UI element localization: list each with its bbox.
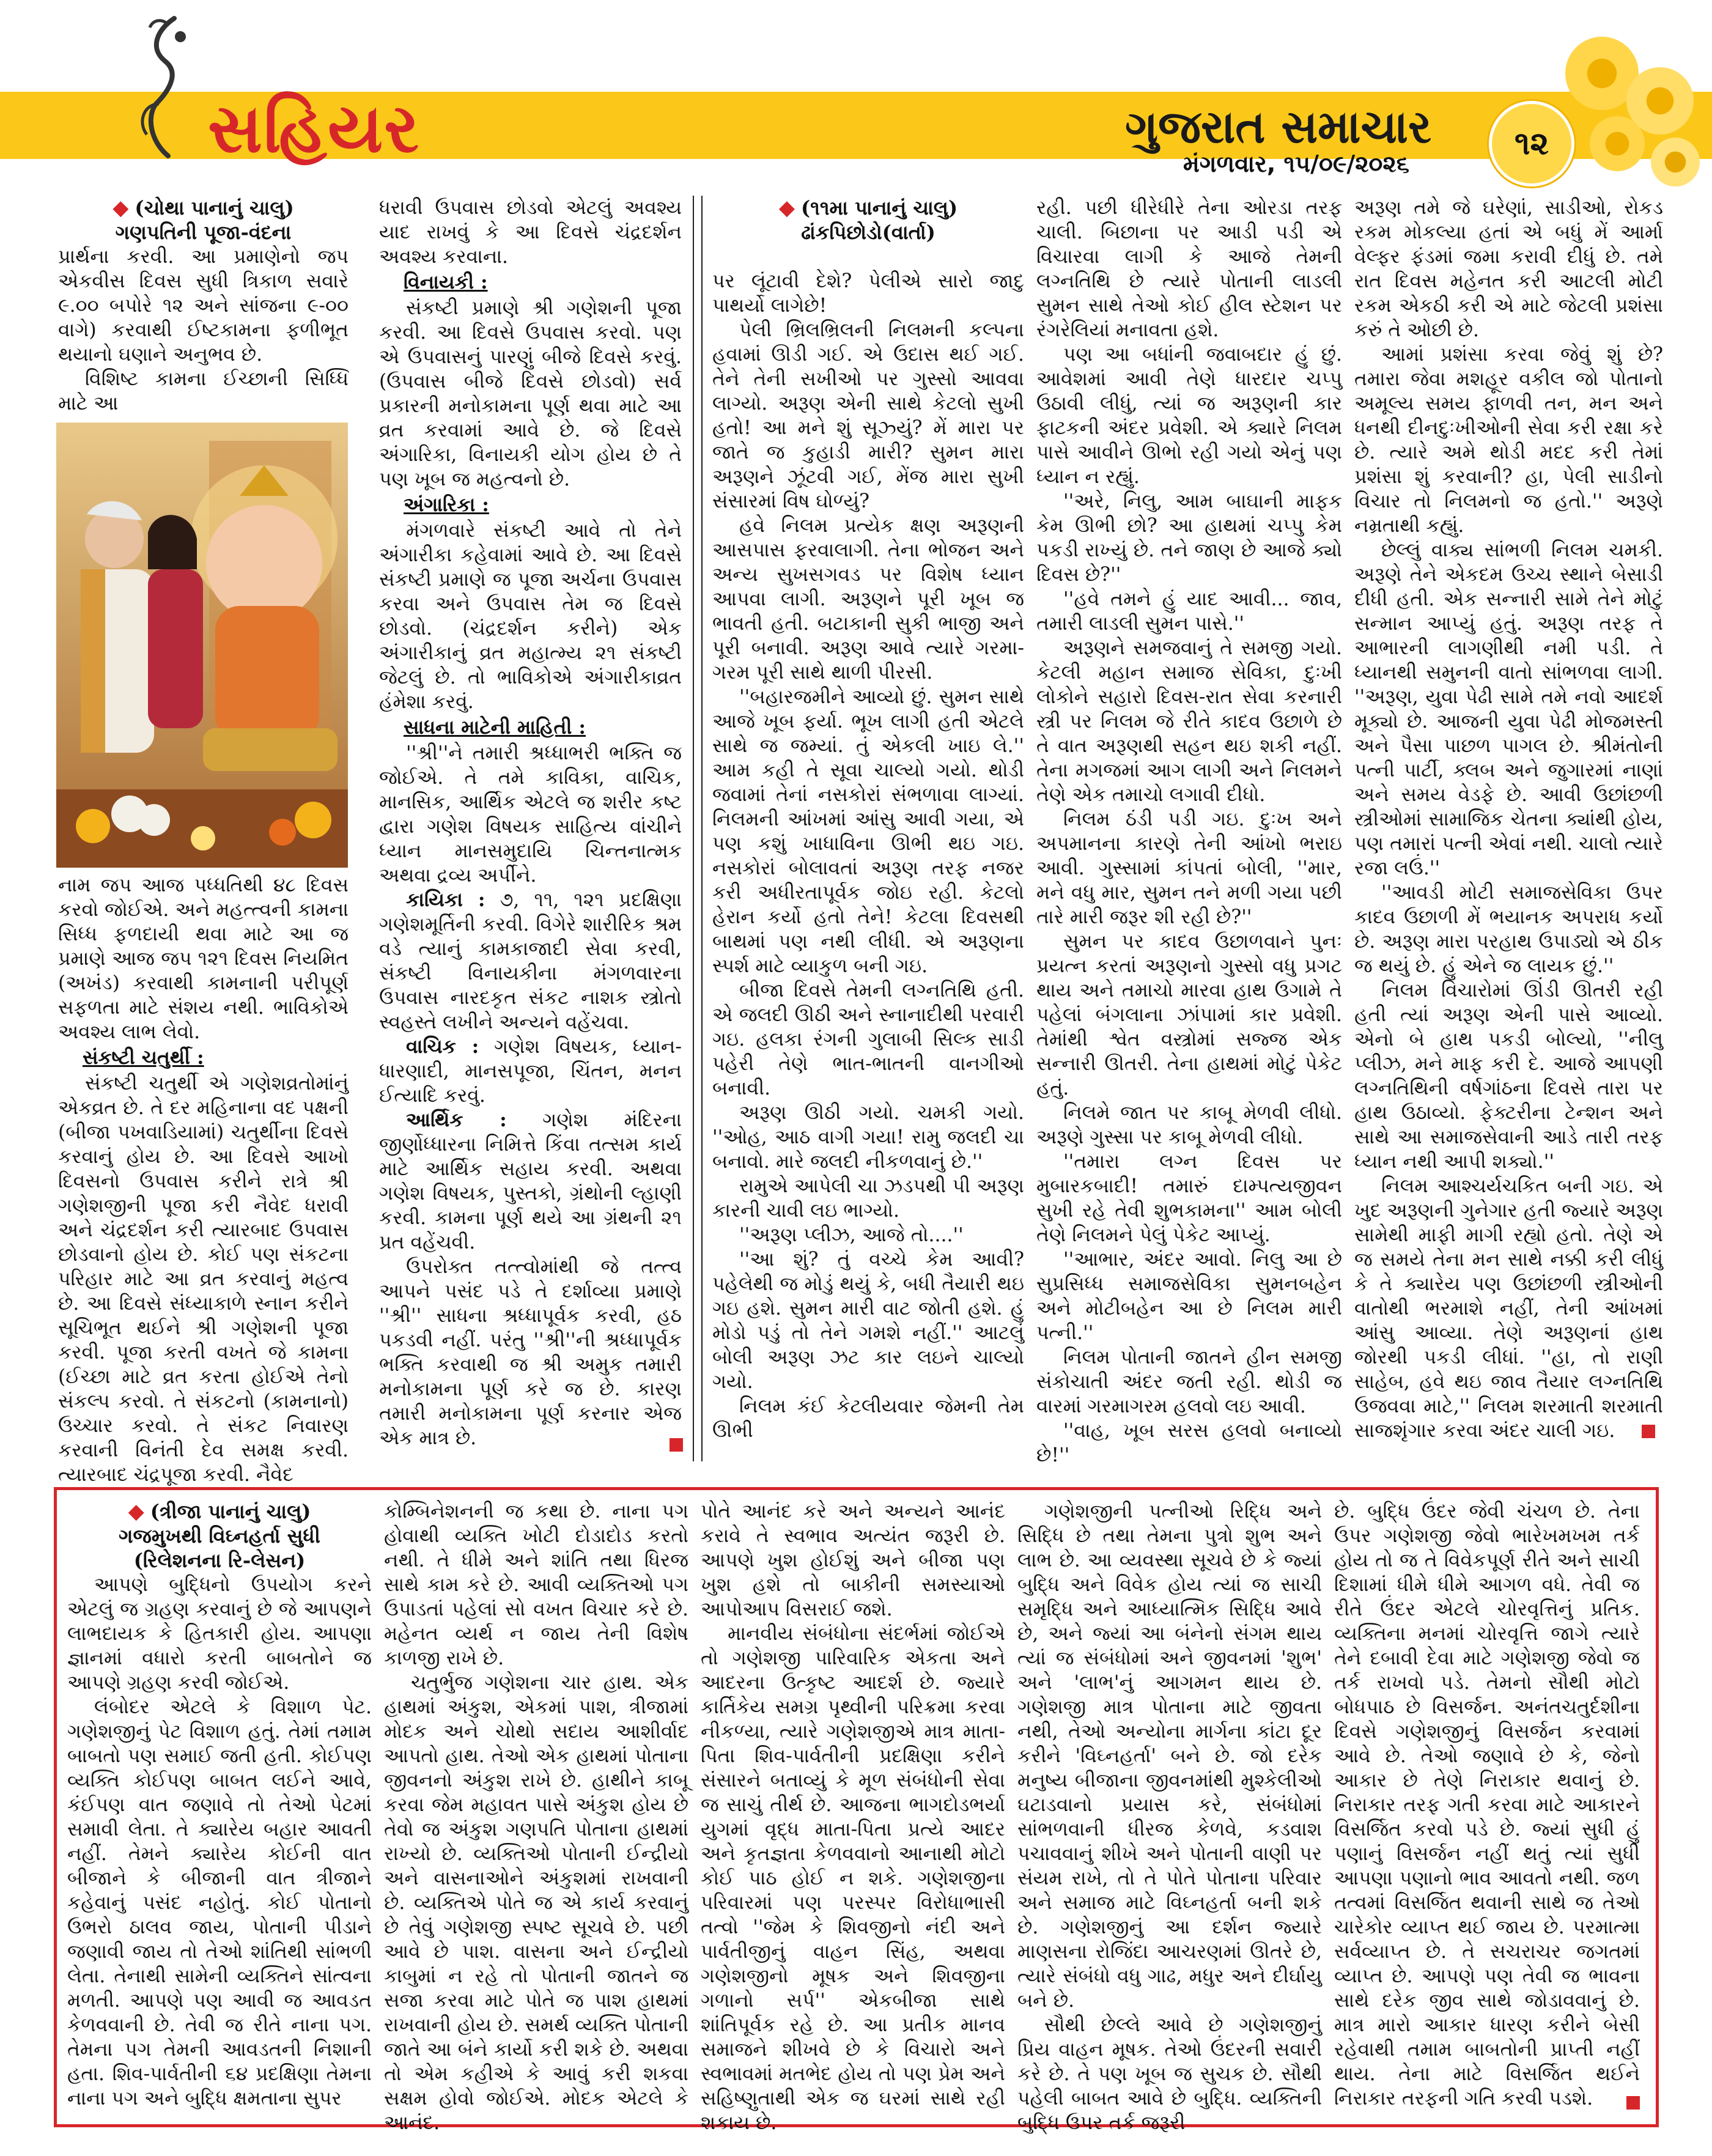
continuation-label: ◆ (૧૧મા પાનાનું ચાલુ) xyxy=(778,196,958,220)
paragraph: રામુએ આપેલી ચા ઝડપથી પી અરૂણ કારની ચાવી લઇ ભાગ્યો. xyxy=(712,1175,1024,1222)
paragraph: આપણે બુદ્ધિનો ઉપયોગ કરને એટલું જ ગ્રહણ કરવાનું છે જે આપણને લાભદાયક કે હિતકારી હોય. આપણા જ્ઞાનમાં વધારો કરતી બાબતોને જ આપણે ગ્રહણ કરવી જોઈએ. xyxy=(67,1574,372,1694)
paragraph: ''અરૂણ પ્લીઝ, આજે તો....'' xyxy=(739,1224,964,1246)
inline-label: કાયિકા : xyxy=(406,888,485,911)
page-number-badge: ૧૨ xyxy=(1489,101,1574,186)
paragraph: ''આવડી મોટી સમાજસેવિકા ઉપર કાદવ ઉછાળી મેં ભયાનક અપરાધ કર્યો છે. અરૂણ મારા પરહાથ ઉપાડ્યો એ ઠીક જ થયું છે. હું એને જ લાયક છું.'' xyxy=(1354,882,1663,977)
paragraph: નામ જપ આજ પધ્ધતિથી ૪૮ દિવસ કરવો જોઈએ. અને મહત્ત્વની કામના સિધ્ધ ફળદાયી થવા માટે આ જ પ્રમાણે આજ જપ ૧૨૧ દિવસ નિયમિત (અખંડ) કરવાથી કામનાની પરીપૂર્ણ સફળતા માટે સંશય નથી. ભાવિકોએ અવશ્ય લાભ લેવો. xyxy=(58,874,349,1043)
column-divider xyxy=(701,196,703,1461)
brand-title: સહિયર xyxy=(208,89,421,168)
paragraph: રહી. પછી ધીરેધીરે તેના ઓરડા તરફ ચાલી. બિછાના પર આડી પડી એ વિચારવા લાગી કે આજે તેમની લગ્નતિથિ છે ત્યારે પોતાની લાડલી સુમન સાથે તેઓ કોઈ હીલ સ્ટેશન પર રંગરેલિયાં મનાવતા હશે. xyxy=(1036,197,1342,341)
paragraph: હવે નિલમ પ્રત્યેક ક્ષણ અરૂણની આસપાસ ફરવાલાગી. તેના ભોજન અને અન્ય સુખસગવડ પર વિશેષ ધ્યાન આપવા લાગી. અરૂણને પૂરી ખૂબ જ ભાવતી હતી. બટાકાની સુકી ભાજી અને પૂરી બનાવી. અરૂણ આવે ત્યારે ગરમા-ગરમ પૂરી સાથે થાળી પીરસી. xyxy=(712,515,1024,684)
ganesh-article-col1-top xyxy=(58,196,349,422)
paragraph: પ્રાર્થના કરવી. આ પ્રમાણેનો જપ એકવીસ દિવસ સુધી ત્રિકાળ સવારે ૯.૦૦ બપોરે ૧૨ અને સાંજના ૯-૦૦ વાગે) કરવાથી ઈષ્ટકામના ફળીભૂત થયાનો ઘણાને અનુભવ છે. xyxy=(58,246,349,366)
diamond-icon: ◆ xyxy=(113,196,129,220)
story-article-col3 xyxy=(712,196,1024,1461)
paragraph: ''આભાર, અંદર આવો. નિલુ આ છે સુપ્રસિધ્ધ સમાજસેવિકા સુમનબહેન અને મોટીબહેન આ છે નિલમ મારી પત્ની.'' xyxy=(1036,1249,1342,1344)
paragraph: નિલમ ઠંડી પડી ગઇ. દુઃખ અને અપમાનના કારણે તેની આંખો ભરાઇ આવી. ગુસ્સામાં કાંપતાં બોલી, ''માર, મને વધુ માર, સુમન તને મળી ગયા પછી તારે મારી જરૂર શી રહી છે?'' xyxy=(1036,808,1342,928)
paragraph: ''વાહ, ખૂબ સરસ હલવો બનાવ્યો છે!'' xyxy=(1036,1420,1342,1466)
ganesh-article-col2 xyxy=(379,196,682,1461)
page-header xyxy=(0,0,1712,183)
section-heading: અંગારિકા : xyxy=(404,493,489,516)
ganesh-article-col1-bottom xyxy=(58,873,349,1486)
story-article-col4 xyxy=(1036,196,1342,1466)
paragraph: ચતુર્ભુજ ગણેશના ચાર હાથ. એક હાથમાં અંકુશ, એકમાં પાશ, ત્રીજામાં મોદક અને ચોથો સદાય આશીર્વાદ આપતો હાથ. તેઓ એક હાથમાં પોતાના જીવનનો અંકુશ રાખે છે. હાથીને કાબૂ કરવા જેમ મહાવત પાસે અંકુશ હોય છે તેવો જ અંકુશ ગણપતિ પોતાના હાથમાં રાખ્યો છે. વ્યક્તિઓ પોતાની ઈન્દ્રીયો અને વાસનાઓને અંકુશમાં રાખવાની છે. વ્યક્તિએ પોતે જ એ કાર્ય કરવાનું છે તેવું ગણેશજી સ્પષ્ટ સૂચવે છે. પછી આવે છે પાશ. વાસના અને ઈન્દ્રીયો કાબુમાં ન રહે તો પોતાની જાતને જ સજા કરવા માટે પોતે જ પાશ હાથમાં રાખવાની હોય છે. સમર્થ વ્યક્તિ પોતાની જાતે આ બંને કાર્યો કરી શકે છે. અથવા તો એમ કહીએ કે આવું કરી શકવા સક્ષમ હોવો જોઈએ. મોદક એટલે કે આનંદ. xyxy=(384,1672,688,2134)
flower-icon xyxy=(1651,138,1700,186)
paragraph: વાચિક : ગણેશ વિષયક, ધ્યાન-ધારણાદી, માનસપૂજા, ચિંતન, મનન ઈત્યાદિ કરવું. xyxy=(379,1035,682,1107)
paragraph: સંકષ્ટી ચતુર્થી એ ગણેશવ્રતોમાંનું એકવ્રત છે. તે દર મહિનાના વદ પક્ષની (બીજા પખવાડિયામાં) ચતુર્થીના દિવસે કરવાનું હોય છે. આ દિવસે આખો દિવસનો ઉપવાસ કરીને રાત્રે શ્રી ગણેશજીની પૂજા કરી નૈવેદ ધરાવી અને ચંદ્રદર્શન કરી ત્યારબાદ ઉપવાસ છોડવાનો હોય છે. કોઈ પણ સંકટના પરિહાર માટે આ વ્રત કરવાનું મહત્વ છે. આ દિવસે સંધ્યાકાળે સ્નાન કરીને સૂચિભૂત થઈને શ્રી ગણેશની પૂજા કરવી. પૂજા કરતી વખતે જે કામના (ઈચ્છા માટે વ્રત કરતા હોઈએ તેનો સંકલ્પ કરવો. તે સંકટનો (કામનાનો) ઉચ્ચાર કરવો. તે સંકટ નિવારણ કરવાની વિનંતી દેવ સમક્ષ કરવી. ત્યારબાદ ચંદ્રપૂજા કરવી. નૈવેદ xyxy=(58,1072,349,1486)
article-subtitle: ગણપતિની પૂજા-વંદના xyxy=(115,221,292,244)
continuation-label: ◆ (ચોથા પાનાનું ચાલુ) xyxy=(113,196,294,220)
paragraph: આમાં પ્રશંસા કરવા જેવું શું છે? તમારા જેવા મશહૂર વકીલ જો પોતાનો અમૂલ્ય સમય ફાળવી તન, મન અને ધનથી દીનદુઃખીઓની સેવા કરી રક્ષા કરે છે. ત્યારે અમે થોડી મદદ કરી તેમાં પ્રશંસા શું કરવાની? હા, પેલી સાડીનો વિચાર તો નિલમનો જ હતો.'' અરૂણે નમ્રતાથી કહ્યું. xyxy=(1354,344,1663,537)
gajmukh-col2 xyxy=(384,1499,688,2134)
paragraph: ધરાવી ઉપવાસ છોડવો એટલું અવશ્ય યાદ રાખવું કે આ દિવસે ચંદ્રદર્શન અવશ્ય કરવાના. xyxy=(379,197,682,268)
paragraph: ''તમારા લગ્ન દિવસ પર મુબારકબાદી! તમારું દામ્પત્યજીવન સુખી રહે તેવી શુભકામના'' આમ બોલી તેણે નિલમને પેલું પેકેટ આપ્યું. xyxy=(1036,1151,1342,1246)
paragraph: અરૂણ તમે જે ઘરેણાં, સાડીઓ, રોકડ રકમ મોકલ્યા હતાં એ બધું મેં આર્મા વેલ્ફર ફંડમાં જમા કરાવી દીધું છે. તમે રાત દિવસ મહેનત કરી આટલી મોટી રકમ એકઠી કરી એ માટે જેટલી પ્રશંસા કરું તે ઓછી છે. xyxy=(1354,197,1663,341)
section-heading: વિનાયકી : xyxy=(404,271,488,293)
paragraph: છેલ્લું વાક્ય સાંભળી નિલમ ચમકી. અરૂણે તેને એકદમ ઉચ્ચ સ્થાને બેસાડી દીધી હતી. એક સન્નારી સામે તેને મોટું સન્માન આપ્યું હતું. અરૂણ તરફ તે આભારની લાગણીથી નમી પડી. તે ધ્યાનથી સમુનની વાતો સાંભળવા લાગી. ''અરૂણ, યુવા પેઢી સામે તમે નવો આદર્શ મૂક્યો છે. આજની યુવા પેઢી મોજમસ્તી અને પૈસા પાછળ પાગલ છે. શ્રીમંતોની પત્ની પાર્ટી, ક્લબ અને જુગારમાં નાણાં અને સમય વેડફે છે. આવી ઉછાંછળી સ્ત્રીઓમાં સામાજિક ચેતના ક્યાંથી હોય, પણ તમારાં પત્ની એવાં નથી. ચાલો ત્યારે રજા લઉં.'' xyxy=(1354,539,1663,879)
paragraph: નિલમ આશ્ચર્યચકિત બની ગઇ. એ ખુદ અરૂણની ગુનેગાર હતી જ્યારે અરૂણ સામેથી માફી માગી રહ્યો હતો. તેણે એ જ સમયે તેના મન સાથે નક્કી કરી લીધું કે તે ક્યારેય પણ ઉછાંછળી સ્ત્રીઓની વાતોથી ભરમાશે નહીં, તેની આંખમાં આંસુ આવ્યા. તેણે અરૂણનાં હાથ જોરથી પકડી લીધાં. ''હા, તો રાણી સાહેબ, હવે થઇ જાવ તૈયાર લગ્નતિથિ ઉજવવા માટે,'' નિલમ શરમાતી શરમાતી સાજશૃંગાર કરવા અંદર ચાલી ગઇ. xyxy=(1354,1175,1663,1442)
paragraph: લંબોદર એટલે કે વિશાળ પેટ. ગણેશજીનું પેટ વિશાળ હતું. તેમાં તમામ બાબતો પણ સમાઈ જતી હતી. કોઈપણ વ્યક્તિ કોઈપણ બાબત લઈને આવે, કંઈપણ વાત જણાવે તો તેઓ પેટમાં સમાવી લેતા. તે ક્યારેય બહાર આવતી નહીં. તેમને ક્યારેય કોઈની વાત બીજાને કે બીજાની વાત ત્રીજાને કહેવાનું પસંદ નહોતું. કોઈ પોતાનો ઉભરો ઠાલવ જાય, પોતાની પીડાને જણાવી જાય તો તેઓ શાંતિથી સાંભળી લેતા. તેનાથી સામેની વ્યક્તિને સાંત્વના મળતી. આપણે પણ આવી જ આવડત કેળવવાની છે. તેવી જ રીતે નાના પગ. તેમના પગ તેમની આવડતની નિશાની હતા. શિવ-પાર્વતીની ૬૪ પ્રદક્ષિણા તેમના નાના પગ અને બુદ્ધિ ક્ષમતાના સુપર xyxy=(67,1696,372,2110)
sahiyar-logo-icon xyxy=(131,12,199,159)
flower-icon xyxy=(1590,116,1645,171)
paragraph: નિલમ પોતાની જાતને હીન સમજી સંકોચાતી અંદર જતી રહી. થોડી જ વારમાં ગરમાગરમ હલવો લઇ આવી. xyxy=(1036,1346,1342,1417)
paragraph: કાયિકા : ૭, ૧૧, ૧૨૧ પ્રદક્ષિણા ગણેશમૂર્તિની કરવી. વિગેરે શારીરિક શ્રમ વડે ત્યાનું કામકાજાદી સેવા કરવી, સંકષ્ટી વિનાયકીના મંગળવારના ઉપવાસ નારદકૃત સંકટ નાશક સ્ત્રોતો સ્વહસ્તે લખીને અન્યને વહેંચવા. xyxy=(379,888,682,1033)
paragraph: ''શ્રી''ને તમારી શ્રધ્ધાભરી ભક્તિ જ જોઈએ. તે તમે કાવિકા, વાચિક, માનસિક, આર્થિક એટલે જ શરીર કષ્ટ દ્વારા ગણેશ વિષયક સાહિત્ય વાંચીને ધ્યાન માનસમુદાયિ ચિન્તનાત્મક અથવા દ્રવ્ય અર્પીને. xyxy=(379,742,682,887)
paragraph: મંગળવારે સંકષ્ટી આવે તો તેને અંગારીકા કહેવામાં આવે છે. આ દિવસે સંકષ્ટી પ્રમાણે જ પૂજા અર્ચના ઉપવાસ કરવા અને ઉપવાસ તેમ જ દિવસે છોડવો. (ચંદ્રદર્શન કરીને) એક અંગારીકાનું વ્રત મહાત્મ્ય ૨૧ સંકષ્ટી જેટલું છે. તો ભાવિકોએ અંગારીકાવ્રત હંમેશા કરવું. xyxy=(379,520,682,713)
inline-label: વાચિક : xyxy=(406,1035,479,1058)
story-article-col5 xyxy=(1354,196,1663,1461)
paragraph: માનવીય સંબંધોના સંદર્ભમાં જોઈએ તો ગણેશજી પારિવારિક એકતા અને આદરના ઉત્કૃષ્ટ આદર્શ છે. જ્યારે કાર્તિકેય સમગ્ર પૃથ્વીની પરિક્રમા કરવા નીકળ્યા, ત્યારે ગણેશજીએ માત્ર માતા-પિતા શિવ-પાર્વતીની પ્રદક્ષિણા કરીને સંસારને બતાવ્યું કે મૂળ સંબંધોની સેવા જ સાચું તીર્થ છે. આજના ભાગદોડભર્યા યુગમાં વૃદ્ધ માતા-પિતા પ્રત્યે આદર અને કૃતજ્ઞતા કેળવવાનો આનાથી મોટો કોઈ પાઠ હોઈ ન શકે. ગણેશજીના પરિવારમાં પણ પરસ્પર વિરોધાભાસી તત્વો ''જેમ કે શિવજીનો નંદી અને પાર્વતીજીનું વાહન સિંહ, અથવા ગણેશજીનો મૂષક અને શિવજીના ગળાનો સર્પ'' એકબીજા સાથે શાંતિપૂર્વક રહે છે. આ પ્રતીક માનવ સમાજને શીખવે છે કે વિચારો અને સ્વભાવમાં મતભેદ હોય તો પણ પ્રેમ અને સહિષ્ણુતાથી એક જ ઘરમાં સાથે રહી શકાય છે. xyxy=(701,1623,1005,2134)
ganesh-puja-image xyxy=(56,423,348,868)
paragraph: નિલમે જાત પર કાબૂ મેળવી લીધો. અરૂણે ગુસ્સા પર કાબૂ મેળવી લીધો. xyxy=(1036,1102,1342,1148)
end-mark-icon xyxy=(1642,1425,1655,1438)
paragraph: પર લૂંટાવી દેશે? પેલીએ સારો જાદુ પાથર્યો લાગેછે! xyxy=(712,270,1024,317)
gajmukh-col5 xyxy=(1334,1499,1640,2110)
paragraph: અરૂણ ઊઠી ગયો. ચમકી ગયો. ''ઓહ, આઠ વાગી ગયા! રામુ જલદી ચા બનાવો. મારે જલદી નીકળવાનું છે.'' xyxy=(712,1102,1024,1173)
paragraph: પેલી ભ્રિલભ્રિલની નિલમની કલ્પના હવામાં ઊડી ગઈ. એ ઉદાસ થઈ ગઈ. તેને તેની સખીઓ પર ગુસ્સો આવવા લાગ્યો. અરૂણ એની સાથે કેટલો સુખી હતો! આ મને શું સૂઝ્યું? મેં મારા પર જાતે જ કુહાડી મારી? સુમન મારા અરૂણને ઝૂંટવી ગઈ, મેંજ મારા સુખી સંસારમાં વિષ ઘોળ્યું? xyxy=(712,319,1024,512)
end-mark-icon xyxy=(670,1438,683,1452)
paragraph: ''આ શું? તું વચ્ચે કેમ આવી? પહેલેથી જ મોડું થયું કે, બધી તૈયારી થઇ ગઇ હશે. સુમન મારી વાટ જોતી હશે. હું મોડો પડું તો તેને ગમશે નહીં.'' આટલું બોલી અરૂણ ઝટ કાર લઇને ચાલ્યો ગયો. xyxy=(712,1249,1024,1393)
section-heading: સંકષ્ટી ચતુર્થી : xyxy=(83,1046,204,1069)
article-subtitle: ઢાંકપિછોડો(વાર્તા) xyxy=(801,221,935,244)
paragraph: સૌથી છેલ્લે આવે છે ગણેશજીનું પ્રિય વાહન મૂષક. તેઓ ઉંદરની સવારી કરે છે. તે પણ ખૂબ જ સુચક છે. સૌથી પહેલી બાબત આવે છે બુદ્ધિ. વ્યક્તિની બુદ્ધિ ઉપર તર્ક જરૂરી xyxy=(1017,2014,1322,2134)
paragraph: આર્થિક : ગણેશ મંદિરના જીર્ણોધ્ધારના નિમિત્તે કિંવા તત્સમ કાર્ય માટે આર્થિક સહાય કરવી. અથવા ગણેશ વિષયક, પુસ્તકો, ગ્રંથોની લ્હાણી કરવી. કામના પૂર્ણ થયે આ ગ્રંથની ૨૧ પ્રત વહેંચવી. xyxy=(379,1109,682,1253)
paragraph: કોમ્બિનેશનની જ કથા છે. નાના પગ હોવાથી વ્યક્તિ ખોટી દોડાદોડ કરતો નથી. તે ધીમે અને શાંતિ તથા ધિરજ સાથે કામ કરે છે. આવી વ્યક્તિઓ પગ ઉપાડતાં પહેલાં સો વખત વિચાર કરે છે. મહેનત વ્યર્થ ન જાય તેની વિશેષ કાળજી રાખે છે. xyxy=(384,1501,688,1669)
issue-date: મંગળવાર, ૧૫/૦૯/૨૦૨૬ xyxy=(1183,150,1409,177)
gajmukh-col1 xyxy=(67,1499,372,2117)
paragraph: ગણેશજીની પત્નીઓ રિદ્ધિ અને સિદ્ધિ છે તથા તેમના પુત્રો શુભ અને લાભ છે. આ વ્યવસ્થા સૂચવે છે કે જ્યાં બુદ્ધિ અને વિવેક હોય ત્યાં જ સાચી સમૃદ્ધિ અને આધ્યાત્મિક સિદ્ધિ આવે છે, અને જ્યાં આ બંનેનો સંગમ થાય ત્યાં જ સંબંધોમાં અને જીવનમાં 'શુભ' અને 'લાભ'નું આગમન થાય છે. ગણેશજી માત્ર પોતાના માટે જીવતા નથી, તેઓ અન્યોના માર્ગના કાંટા દૂર કરીને 'વિઘ્નહર્તા' બને છે. જો દરેક મનુષ્ય બીજાના જીવનમાંથી મુશ્કેલીઓ ઘટાડવાનો પ્રયાસ કરે, સંબંધોમાં સાંભળવાની ધીરજ કેળવે, કડવાશ પચાવવાનું શીખે અને પોતાની વાણી પર સંયમ રાખે, તો તે પોતે પોતાના પરિવાર અને સમાજ માટે વિઘ્નહર્તા બની શકે છે. ગણેશજીનું આ દર્શન જ્યારે માણસના રોજિંદા આચરણમાં ઊતરે છે, ત્યારે સંબંધો વધુ ગાઢ, મધુર અને દીર્ઘાયુ બને છે. xyxy=(1017,1501,1322,2012)
continuation-label: ◆ (ત્રીજા પાનાનું ચાલુ) xyxy=(128,1499,311,1524)
paragraph: છે. બુદ્ધિ ઉંદર જેવી ચંચળ છે. તેના ઉપર ગણેશજી જેવો ભારેખમખમ તર્ક હોય તો જ તે વિવેકપૂર્ણ રીતે અને સાચી દિશામાં ધીમે ધીમે આગળ વધે. તેવી જ રીતે ઉંદર એટલે ચોરવૃત્તિનું પ્રતિક. વ્યક્તિના મનમાં ચોરવૃત્તિ જાગે ત્યારે તેને દબાવી દેવા માટે ગણેશજી જેવો જ તર્ક રાખવો પડે. તેમનો સૌથી મોટો બોધપાઠ છે વિસર્જન. અનંતચતુર્દશીના દિવસે ગણેશજીનું વિસર્જન કરવામાં આવે છે. તેઓ જણાવે છે કે, જેનો આકાર છે તેણે નિરાકાર થવાનું છે. નિરાકાર તરફ ગતી કરવા માટે આકારને વિસર્જિત કરવો પડે છે. જ્યાં સુધી હું પણાનું વિસર્જન નહીં થતું ત્યાં સુધી આપણા પણાનો ભાવ આવતો નથી. જળ તત્વમાં વિસર્જિત થવાની સાથે જ તેઓ ચારેકોર વ્યાપ્ત થઈ જાય છે. પરમાત્મા સર્વવ્યાપ્ત છે. તે સચરાચર જગતમાં વ્યાપ્ત છે. આપણે પણ તેવી જ ભાવના સાથે દરેક જીવ સાથે જોડાવવાનું છે. માત્ર મારો આકાર ધારણ કરીને બેસી રહેવાથી તમામ બાબતોની પ્રાપ્તી નહીં થાય. તેના માટે વિસર્જિત થઈને નિરાકાર તરફની ગતિ કરવી પડશે. xyxy=(1334,1501,1640,2110)
section-heading: સાધના માટેની માહિતી : xyxy=(404,716,586,739)
diamond-icon: ◆ xyxy=(128,1499,144,1524)
paragraph: સુમન પર કાદવ ઉછાળવાને પુનઃ પ્રયત્ન કરતાં અરૂણનો ગુસ્સો વધુ પ્રગટ થાય અને તમાચો મારવા હાથ ઉગામે તે પહેલાં બંગલાના ઝાંપામાં કાર પ્રવેશી. તેમાંથી શ્વેત વસ્ત્રોમાં સજ્જ એક સન્નારી ઊતરી. તેના હાથમાં મોટું પેકેટ હતું. xyxy=(1036,931,1342,1099)
paragraph: ''બહારજમીને આવ્યો છું. સુમન સાથે આજે ખૂબ ફર્યા. ભૂખ લાગી હતી એટલે સાથે જ જમ્યાં. તું એકલી ખાઇ લે.'' આમ કહી તે સૂવા ચાલ્યો ગયો. થોડી જવામાં તેનાં નસકોરાં સંભળાવા લાગ્યાં. નિલમની આંખમાં આંસુ આવી ગયા, એ પણ કશું ખાધાવિના ઊભી થઇ ગઇ. નસકોરાં બોલાવતાં અરૂણ તરફ નજર કરી અધીરતાપૂર્વક જોઇ રહી. કેટલો હેરાન કર્યો હતો તેને! કેટલા દિવસથી બાથમાં પણ નથી લીધી. એ અરૂણના સ્પર્શ માટે વ્યાકુળ બની ગઇ. xyxy=(712,686,1024,977)
gajmukh-col3 xyxy=(701,1499,1005,2134)
paragraph: નિલમ કંઈ કેટલીયવાર જેમની તેમ ઊભી xyxy=(712,1395,1024,1442)
paragraph: બીજા દિવસે તેમની લગ્નતિથિ હતી. એ જલદી ઊઠી અને સ્નાનાદીથી પરવારી ગઇ. હલકા રંગની ગુલાબી સિલ્ક સાડી પહેરી તેણે ભાત-ભાતની વાનગીઓ બનાવી. xyxy=(712,980,1024,1099)
inline-label: આર્થિક : xyxy=(406,1109,507,1131)
diamond-icon: ◆ xyxy=(778,196,795,220)
end-mark-icon xyxy=(1626,2096,1640,2110)
article-subtitle: ગજમુખથી વિઘ્નહર્તા સુધી xyxy=(119,1524,320,1548)
column-divider xyxy=(693,196,694,1461)
paragraph: પણ આ બધાંની જવાબદાર હું છું. આવેશમાં આવી તેણે ધારદાર ચપ્પુ ઉઠાવી લીધું, ત્યાં જ અરૂણની કાર ફાટકની અંદર પ્રવેશી. એ ક્યારે નિલમ પાસે આવીને ઊભો રહી ગયો એનું પણ ધ્યાન ન રહ્યું. xyxy=(1036,344,1342,488)
paragraph: ''અરે, નિલુ, આમ બાઘાની માફક કેમ ઊભી છો? આ હાથમાં ચપ્પુ કેમ પકડી રાખ્યું છે. તને જાણ છે આજે ક્યો દિવસ છે?'' xyxy=(1036,490,1342,586)
paragraph: નિલમ વિચારોમાં ઊંડી ઊતરી રહી હતી ત્યાં અરૂણ એની પાસે આવ્યો. એનો બે હાથ પકડી બોલ્યો, ''નીલુ પ્લીઝ, મને માફ કરી દે. આજે આપણી લગ્નતિથિની વર્ષગાંઠના દિવસે તારા પર હાથ ઉઠાવ્યો. ફેક્ટરીના ટેન્શન અને સાથે આ સમાજસેવાની આડે તારી તરફ ધ્યાન નથી આપી શક્યો.'' xyxy=(1354,980,1663,1173)
paragraph: વિશિષ્ટ કામના ઈચ્છાની સિધ્ધિ માટે આ xyxy=(58,368,349,415)
paragraph: ઉપરોક્ત તત્ત્વોમાંથી જે તત્ત્વ આપને પસંદ પડે તે દર્શાવ્યા પ્રમાણે ''શ્રી'' સાધના શ્રધ્ધાપૂર્વક કરવી, હઠ પકડવી નહીં. પરંતુ ''શ્રી''ની શ્રધ્ધાપૂર્વક ભક્તિ કરવાથી જ શ્રી અમુક તમારી મનોકામના પૂર્ણ કરે જ છે. કારણ તમારી મનોકામના પૂર્ણ કરનાર એજ એક માત્ર છે. xyxy=(379,1256,682,1449)
newspaper-masthead: ગુજરાત સમાચાર xyxy=(1125,101,1432,153)
paragraph: પોતે આનંદ કરે અને અન્યને આનંદ કરાવે તે સ્વભાવ અત્યંત જરૂરી છે. આપણે ખુશ હોઈશું અને બીજા પણ ખુશ હશે તો બાકીની સમસ્યાઓ આપોઆપ વિસરાઈ જશે. xyxy=(701,1501,1005,1620)
gajmukh-col4 xyxy=(1017,1499,1322,2134)
paragraph: ''હવે તમને હું યાદ આવી... જાવ, તમારી લાડલી સુમન પાસે.'' xyxy=(1036,588,1342,635)
paragraph: અરૂણને સમજવાનું તે સમજી ગયો. કેટલી મહાન સમાજ સેવિકા, દુઃખી લોકોને સહારો દિવસ-રાત સેવા કરનારી સ્ત્રી પર નિલમ જે રીતે કાદવ ઉછાળે છે તે વાત અરૂણથી સહન થઇ શકી નહીં. તેના મગજમાં આગ લાગી અને નિલમને તેણે એક તમાચો લગાવી દીધો. xyxy=(1036,637,1342,806)
article-subtitle: (રિલેશનના રિ-લેસન) xyxy=(133,1549,306,1572)
paragraph: સંકષ્ટી પ્રમાણે શ્રી ગણેશની પૂજા કરવી. આ દિવસે ઉપવાસ કરવો. પણ એ ઉપવાસનું પારણું બીજે દિવસે કરવું. (ઉપવાસ બીજે દિવસે છોડવો) સર્વ પ્રકારની મનોકામના પૂર્ણ થવા માટે આ વ્રત કરવામાં આવે છે. જે દિવસે અંગારિકા, વિનાયકી યોગ હોય છે તે પણ ખૂબ જ મહત્વનો છે. xyxy=(379,297,682,490)
